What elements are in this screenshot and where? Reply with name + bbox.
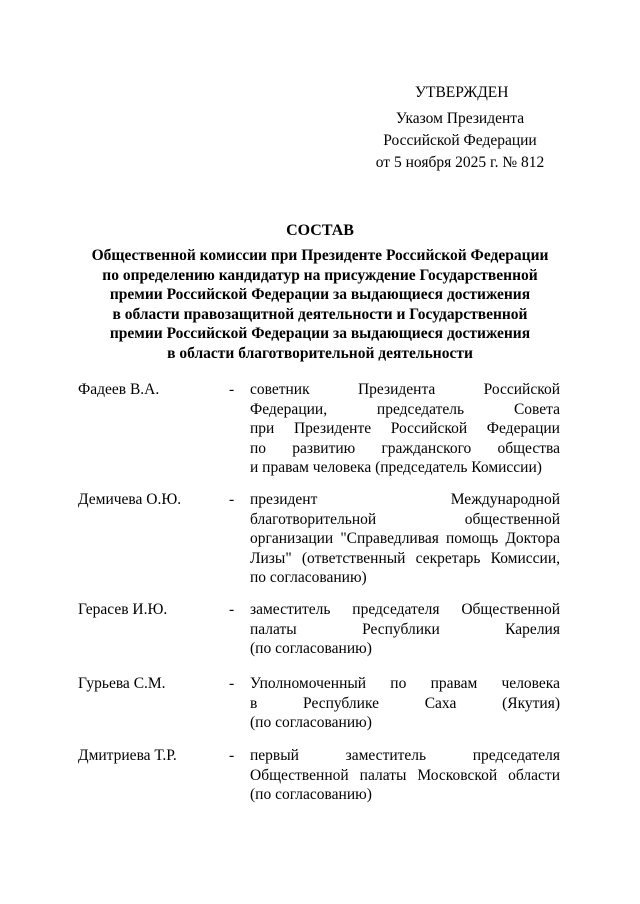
member-role — [250, 674, 560, 733]
role-word: Общественной — [461, 601, 560, 618]
role-word: Московской — [417, 766, 498, 784]
role-line — [250, 510, 560, 530]
role-word: председатель — [376, 400, 465, 418]
subtitle-line: в области правозащитной деятельности и Государственной — [112, 305, 528, 323]
role-line: (по согласованию) — [250, 786, 372, 803]
role-line: по согласованию) — [250, 569, 367, 586]
member-name: Герасев И.Ю. — [78, 601, 168, 618]
role-word: Республики — [362, 620, 440, 638]
approval-line-1: Указом Президента — [395, 110, 525, 127]
role-word: "Справедливая — [340, 530, 439, 547]
document-subtitle — [40, 246, 600, 363]
role-word: в — [250, 694, 258, 712]
approval-line-3: от 5 ноября 2025 г. № 812 — [375, 154, 545, 171]
role-word: заместитель — [250, 601, 331, 618]
role-word: Президенте — [293, 420, 372, 437]
member-dash: - — [229, 601, 235, 618]
member-role — [250, 380, 560, 478]
role-line — [250, 620, 560, 640]
role-line — [250, 766, 560, 786]
approved-label: УТВЕРЖДЕН — [415, 84, 509, 101]
role-word: правам — [430, 675, 478, 692]
role-word: палаты — [359, 766, 407, 784]
role-word: помощь — [445, 530, 499, 547]
subtitle-line: по определению кандидатур на присуждение Государственной — [102, 266, 538, 284]
member-name: Демичева О.Ю. — [78, 491, 182, 508]
role-line — [250, 674, 560, 694]
role-line: (по согласованию) — [250, 714, 372, 731]
role-word: Федерации, — [250, 400, 328, 418]
role-word: Доктора — [505, 530, 560, 547]
member-role — [250, 600, 560, 659]
role-word: Президента — [357, 381, 436, 398]
role-word: секретарь — [415, 549, 481, 567]
role-line — [250, 694, 560, 714]
role-word: благотворительной — [250, 510, 377, 528]
role-word: Уполномоченный — [250, 675, 367, 692]
role-word: первый — [250, 747, 299, 764]
role-word: Совета — [513, 400, 560, 418]
role-word: председателя — [352, 601, 440, 618]
role-word: палаты — [250, 620, 297, 638]
role-word: Российской — [483, 381, 560, 398]
role-line — [250, 600, 560, 620]
role-word: Российской — [390, 420, 468, 437]
member-role — [250, 490, 560, 588]
subtitle-line: в области благотворительной деятельности — [167, 344, 473, 362]
role-word: при — [250, 420, 275, 437]
member-dash: - — [229, 381, 235, 398]
role-word: Саха — [424, 694, 457, 712]
role-word: гражданского — [381, 439, 472, 457]
role-word: человека — [501, 675, 560, 692]
member-role — [250, 746, 560, 805]
role-word: (Якутия) — [502, 694, 560, 712]
role-word: Лизы" — [250, 549, 292, 567]
member-name: Дмитриева Т.Р. — [78, 747, 177, 764]
document-title: СОСТАВ — [286, 222, 354, 239]
role-line — [250, 549, 560, 569]
role-line — [250, 380, 560, 400]
role-line — [250, 439, 560, 459]
role-word: заместитель — [345, 747, 427, 764]
approval-block — [350, 108, 570, 174]
member-name: Гурьева С.М. — [78, 675, 166, 692]
role-word: области — [508, 766, 560, 784]
role-line — [250, 400, 560, 420]
role-line — [250, 746, 560, 766]
subtitle-line: премии Российской Федерации за выдающиеся достижения — [109, 286, 531, 303]
member-dash: - — [229, 491, 235, 508]
role-word: Карелия — [505, 620, 560, 638]
role-line: (по согласованию) — [250, 640, 372, 657]
role-line — [250, 419, 560, 439]
member-dash: - — [229, 747, 235, 764]
role-word: председателя — [472, 747, 560, 764]
role-word: по — [250, 439, 267, 457]
role-word: организации — [250, 530, 334, 547]
role-word: (ответственный — [301, 549, 406, 567]
role-line: и правам человека (председатель Комиссии) — [250, 459, 542, 476]
role-word: по — [390, 675, 407, 692]
role-word: Республике — [303, 694, 379, 712]
subtitle-line: Общественной комиссии при Президенте Российской Федерации — [91, 247, 549, 264]
role-word: общественной — [464, 510, 560, 528]
role-word: президент — [250, 491, 318, 508]
role-word: советник — [250, 381, 310, 398]
role-word: общества — [497, 439, 560, 457]
role-word: Федерации — [486, 420, 560, 437]
role-word: развитию — [292, 439, 356, 457]
role-word: Комиссии, — [490, 549, 560, 567]
subtitle-line: премии Российской Федерации за выдающиеся достижения — [109, 325, 531, 342]
role-line — [250, 490, 560, 510]
member-dash: - — [229, 675, 235, 692]
role-word: Международной — [450, 491, 560, 508]
role-word: Общественной — [250, 766, 349, 784]
role-line — [250, 529, 560, 549]
member-name: Фадеев В.А. — [78, 381, 160, 398]
approval-line-2: Российской Федерации — [383, 132, 537, 149]
